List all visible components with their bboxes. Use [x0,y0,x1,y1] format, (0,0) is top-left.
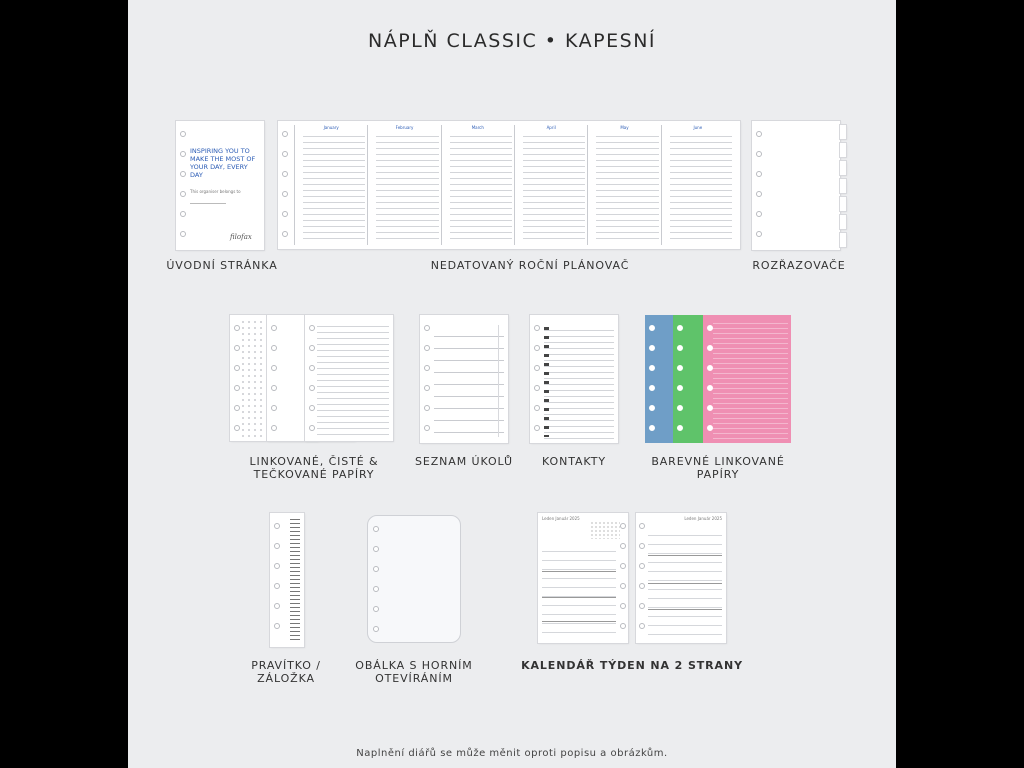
todo-list-image [420,315,508,443]
dividers-label: ROZŘAZOVAČE [752,259,846,272]
planner-month-label: June [693,125,703,130]
colored-sheet-pink [703,315,791,443]
papers-label-line1: LINKOVANÉ, ČISTÉ & [249,455,379,468]
calendar-right-header: Leden Január 2025 [684,516,722,521]
calendar-right-page [636,513,726,643]
planner-month-column [294,125,367,245]
planner-month-label: April [546,125,556,130]
calendar-left-page [538,513,628,643]
todo-list-label: SEZNAM ÚKOLŮ [415,455,513,468]
planner-month-label: February [395,125,414,130]
footer-note: Naplnění diářů se může měnit oproti popisu a obrázkům. [356,748,668,759]
intro-heading: INSPIRING YOU TO MAKE THE MOST OF YOUR DAY, EVERY DAY [190,147,256,179]
yearly-planner-image [278,121,740,249]
intro-page-image [176,121,264,250]
page-title: NÁPLŇ CLASSIC • KAPESNÍ [367,30,657,52]
contacts-label: KONTAKTY [542,455,606,468]
yearly-planner-label: NEDATOVANÝ ROČNÍ PLÁNOVAČ [430,259,630,272]
planner-month-label: March [471,125,484,130]
colored-papers-image [645,315,791,443]
colored-papers-label-line1: BAREVNÉ LINKOVANÉ [651,455,785,468]
ruler-label-line2: ZÁLOŽKA [257,672,315,685]
envelope-label-line2: OTEVÍRÁNÍM [375,672,453,685]
intro-belongs-line [190,203,226,204]
envelope-image [367,515,461,643]
planner-month-column [661,125,734,245]
intro-brand: filofax [230,233,252,241]
planner-month-label: January [323,125,339,130]
calendar-left-header: Leden Január 2025 [542,516,580,521]
contacts-image [530,315,618,443]
planner-columns [294,125,734,245]
ruler-bookmark-image [270,513,304,647]
calendar-label: KALENDÁŘ TÝDEN NA 2 STRANY [521,659,743,672]
colored-papers-label-line2: PAPÍRY [696,468,740,481]
papers-image [230,315,393,442]
planner-month-column [367,125,440,245]
planner-month-label: May [620,125,629,130]
planner-month-column [587,125,660,245]
planner-month-column [441,125,514,245]
intro-belongs-text: This organiser belongs to [190,189,241,194]
envelope-label-line1: OBÁLKA S HORNÍM [355,659,473,672]
dividers-image [752,121,852,251]
planner-month-column [514,125,587,245]
ruler-label-line1: PRAVÍTKO / [251,659,321,672]
intro-page-label: ÚVODNÍ STRÁNKA [166,259,278,272]
papers-label-line2: TEČKOVANÉ PAPÍRY [253,468,375,481]
